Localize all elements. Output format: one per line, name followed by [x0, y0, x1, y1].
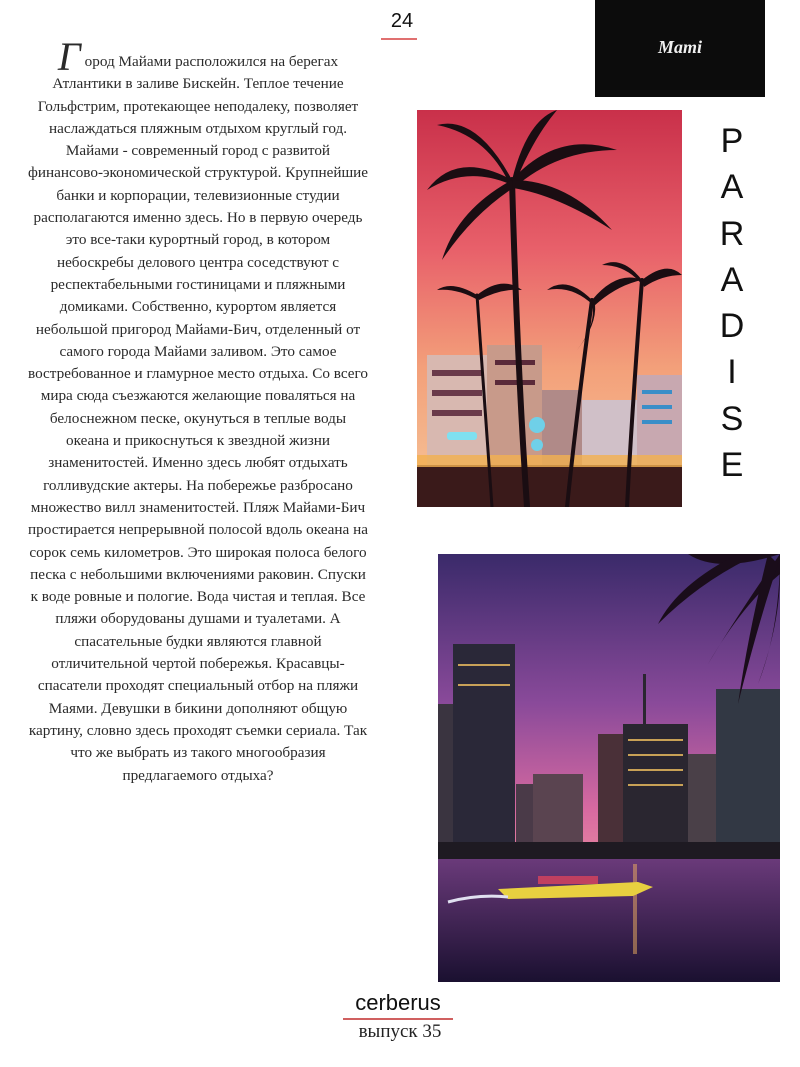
paradise-letter: A: [720, 168, 744, 207]
paradise-vertical-word: [712, 118, 752, 488]
paradise-letter: R: [719, 214, 745, 253]
article-body: ород Майами расположился на берегах Атлантики в заливе Бискейн. Теплое течение Гольфстрим, протекающее неподалеку, позволяет наслаждаться пляжным отдыхом круглый год. Майами - современный город с развитой финансово-экономической структурой. Крупнейшие банки и корпорации, телевизионные студии располагаются именно здесь. Но в первую очередь это все-таки курортный город, в котором небоскребы делового центра соседствуют с респектабельными гостиницами и пляжными домиками. Собственно, курортом является небольшой пригород Майами-Бич, отделенный от самого города Майами заливом. Это самое востребованное и гламурное место отдыха. Со всего мира сюда съезжаются желающие поваляться на белоснежном песке, окунуться в теплые воды океана и прикоснуться к звездной жизни знаменитостей. Именно здесь любят отдыхать голливудские актеры. На побережье разбросано множество вилл знаменитостей. Пляж Майами-Бич простирается непрерывной полосой вдоль океана на сорок семь километров. Это широкая полоса белого песка с небольшими включениями раковин. Спуски к воде ровные и пологие. Вода чистая и теплая. Все пляжи оборудованы душами и туалетами. А спасательные будки являются главной отличительной чертой побережья. Красавцы-спасатели проходят специальный отбор на пляжи Маями. Девушки в бикини дополняют общую картину, словно здесь проходят съемки сериала. Так что же выбрать из такого многообразия предлагаемого отдыха?: [28, 53, 369, 784]
brand-underline: [343, 1018, 453, 1020]
page-number-underline: [381, 38, 417, 40]
page-number: 24: [390, 10, 414, 32]
article-text: [28, 34, 369, 787]
issue-number: выпуск 35: [358, 1021, 442, 1042]
brand-name: cerberus: [355, 990, 441, 1015]
drop-cap: Г: [57, 34, 81, 79]
title-box: [595, 0, 765, 97]
paradise-letter: A: [720, 260, 744, 299]
paradise-letter: S: [720, 399, 744, 438]
header-title: Mami: [657, 37, 702, 57]
paradise-letter: D: [719, 307, 745, 346]
paradise-letter: P: [720, 122, 744, 160]
palm-trees-sunset-photo: [417, 110, 682, 507]
paradise-letter: E: [720, 446, 744, 485]
miami-skyline-dusk-photo: [438, 554, 780, 982]
paradise-letter: I: [727, 353, 737, 392]
